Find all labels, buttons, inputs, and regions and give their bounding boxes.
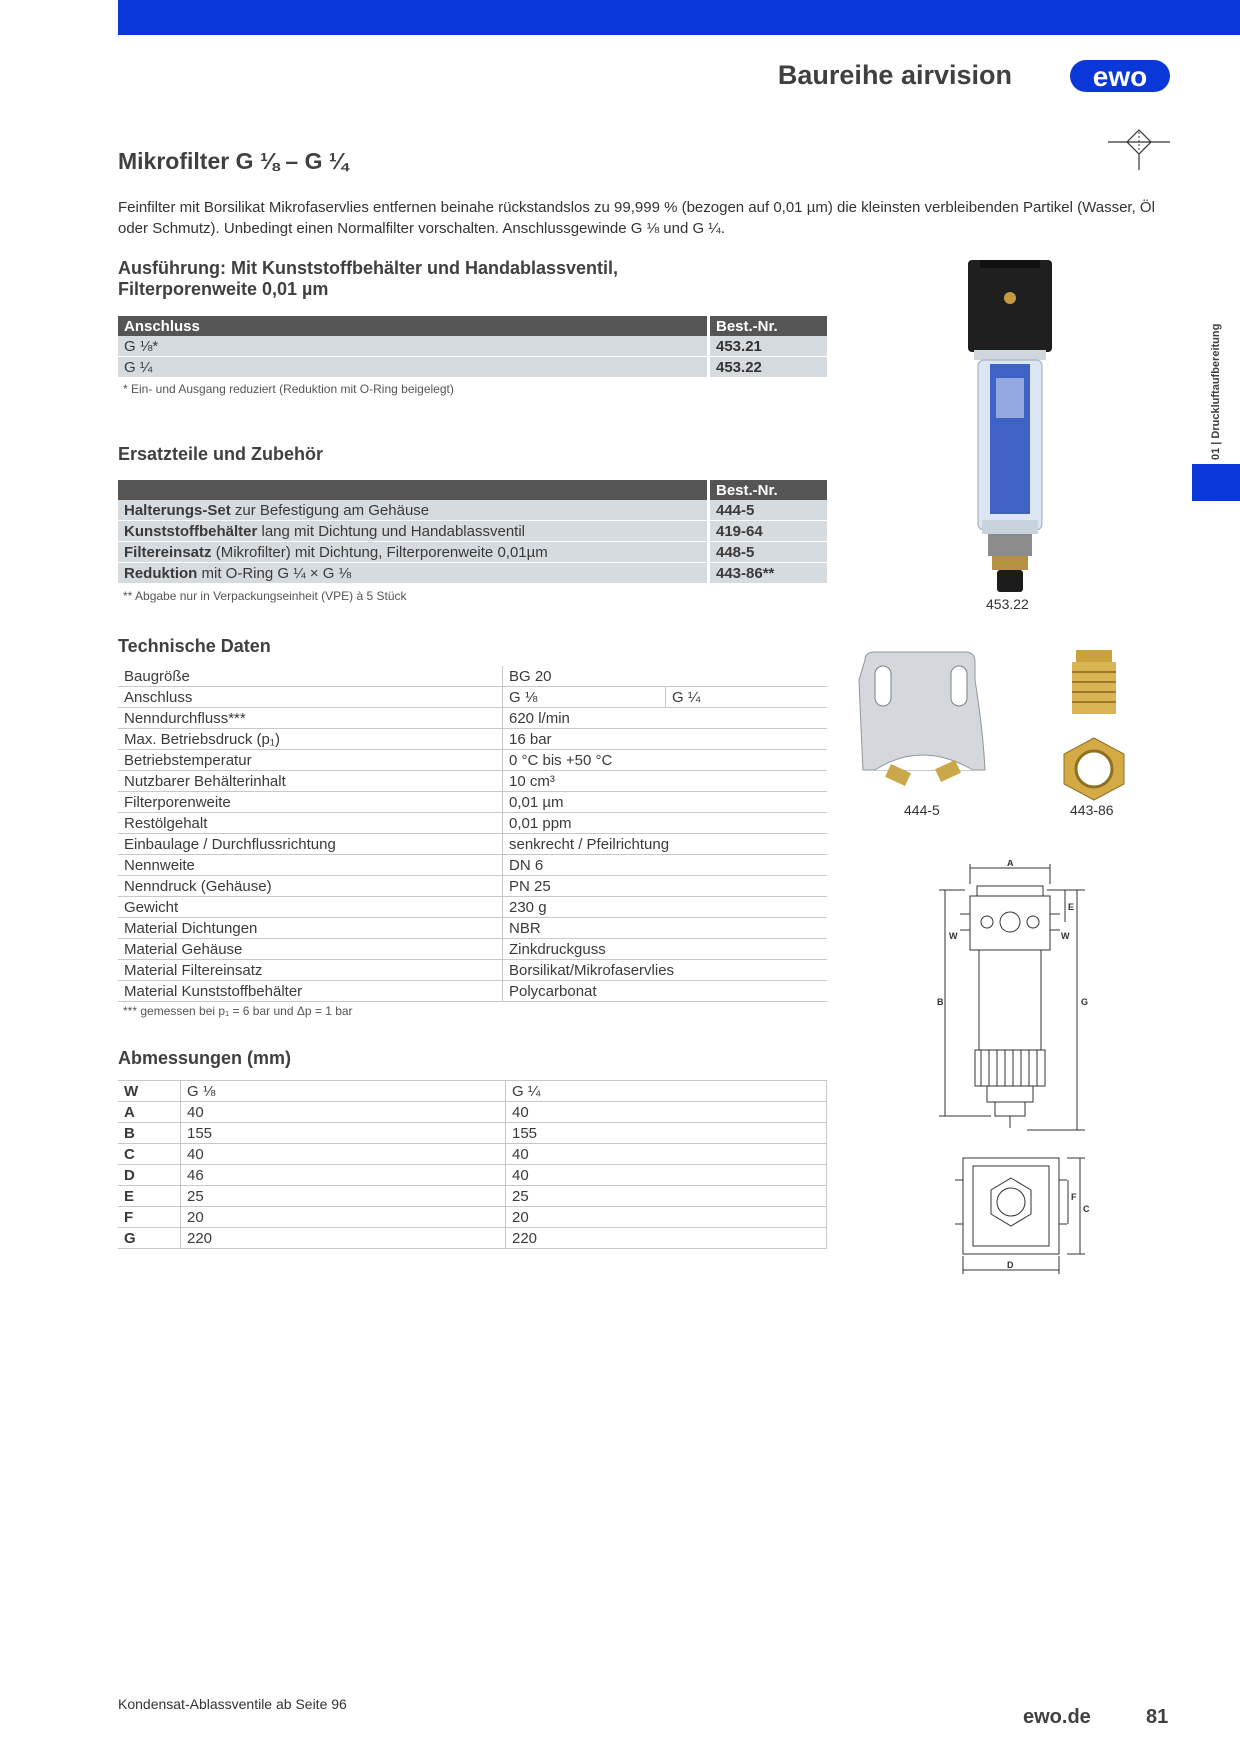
svg-text:ewo: ewo [1092,61,1148,92]
side-chapter-tab [1192,464,1240,501]
table-row: D 46 40 [118,1165,827,1186]
table-row: Max. Betriebsdruck (p₁) 16 bar [118,729,827,750]
svg-text:C: C [1083,1204,1090,1214]
col-number-header: Best.-Nr. [709,316,828,336]
execution-note: * Ein- und Ausgang reduziert (Reduktion mit O-Ring beigelegt) [123,382,454,396]
bracket-set-image [855,650,990,802]
filter-product-image [960,260,1060,595]
table-row: Nenndurchfluss*** 620 l/min [118,708,827,729]
spare-parts-heading: Ersatzteile und Zubehör [118,444,324,464]
footer-note: Kondensat-Ablassventile ab Seite 96 [118,1696,347,1712]
table-row: A 40 40 [118,1102,827,1123]
table-row: Restölgehalt 0,01 ppm [118,813,827,834]
table-row: Reduktion mit O-Ring G ¼ × G ⅛ 443-86** [118,563,827,584]
table-row: C 40 40 [118,1144,827,1165]
ewo-logo [1070,56,1170,96]
page-number: 81 [1146,1706,1169,1728]
table-row: Baugröße BG 20 [118,666,827,687]
top-color-bar [118,0,1240,35]
dimensions-heading: Abmessungen (mm) [118,1048,292,1068]
table-row: Anschluss G ⅛ G ¼ [118,687,827,708]
spare-parts-note: ** Abgabe nur in Verpackungseinheit (VPE) à 5 Stück [123,589,407,603]
table-row: G ⅛* 453.21 [118,336,827,357]
table-row: Einbaulage / Durchflussrichtung senkrecht / Pfeilrichtung [118,834,827,855]
tech-data-table [118,666,827,1002]
svg-text:F: F [1071,1192,1077,1202]
table-row: B 155 155 [118,1123,827,1144]
filter-symbol-icon [1108,128,1170,172]
execution-heading: Ausführung: Mit Kunststoffbehälter und Handablassventil, Filterporenweite 0,01 µm [118,258,619,299]
table-row: Filtereinsatz (Mikrofilter) mit Dichtung, Filterporenweite 0,01µm 448-5 [118,542,827,563]
table-row: W G ⅛ G ¼ [118,1081,827,1102]
col-connection-header: Anschluss [118,316,709,336]
table-row: Material Gehäuse Zinkdruckguss [118,939,827,960]
svg-text:G: G [1081,997,1089,1007]
table-row: Kunststoffbehälter lang mit Dichtung und Handablassventil 419-64 [118,521,827,542]
bracket-image-caption: 444-5 [904,802,940,818]
table-row: Nenndruck (Gehäuse) PN 25 [118,876,827,897]
table-row: Nennweite DN 6 [118,855,827,876]
table-row: Betriebstemperatur 0 °C bis +50 °C [118,750,827,771]
spare-parts-table [118,480,827,584]
table-row: Nutzbarer Behälterinhalt 10 cm³ [118,771,827,792]
table-row: Material Kunststoffbehälter Polycarbonat [118,981,827,1002]
table-row: E 25 25 [118,1186,827,1207]
series-title: Baureihe airvision [777,60,1012,90]
order-table [118,316,827,378]
reducer-image [1058,650,1130,802]
dimensions-table [118,1080,827,1249]
svg-text:W: W [949,931,958,941]
svg-text:E: E [1068,902,1075,912]
table-row: Halterungs-Set zur Befestigung am Gehäuse 444-5 [118,500,827,521]
table-row: G ¼ 453.22 [118,357,827,378]
svg-text:W: W [1061,931,1070,941]
table-row: G 220 220 [118,1228,827,1249]
col-number-header: Best.-Nr. [709,480,828,500]
svg-text:D: D [1007,1260,1014,1270]
product-description: Feinfilter mit Borsilikat Mikrofaservlies entfernen beinahe rückstandslos zu 99,999 % (bezogen auf 0,01 µm) die kleinsten verbleibenden Partikel (Wasser, Öl oder Schmutz). Unbedingt einen Normalfilter vorschalten. Anschlussgewinde G ⅛ und G ¼. [118,199,1155,237]
tech-data-heading: Technische Daten [118,636,271,656]
table-row: Filterporenweite 0,01 µm [118,792,827,813]
filter-image-caption: 453.22 [986,596,1029,612]
side-chapter-label: 01 | Druckluftaufbereitung [1210,323,1222,460]
dimension-drawing [935,860,1090,1280]
table-row: Material Filtereinsatz Borsilikat/Mikrofaservlies [118,960,827,981]
svg-text:B: B [937,997,944,1007]
table-row: F 20 20 [118,1207,827,1228]
reducer-image-caption: 443-86 [1070,802,1114,818]
table-row: Gewicht 230 g [118,897,827,918]
tech-data-note: *** gemessen bei p₁ = 6 bar und Δp = 1 bar [123,1004,353,1018]
table-row: Material Dichtungen NBR [118,918,827,939]
footer-site: ewo.de [1023,1706,1091,1728]
svg-text:A: A [1007,860,1014,868]
product-title: Mikrofilter G ⅛ – G ¼ [118,148,349,174]
